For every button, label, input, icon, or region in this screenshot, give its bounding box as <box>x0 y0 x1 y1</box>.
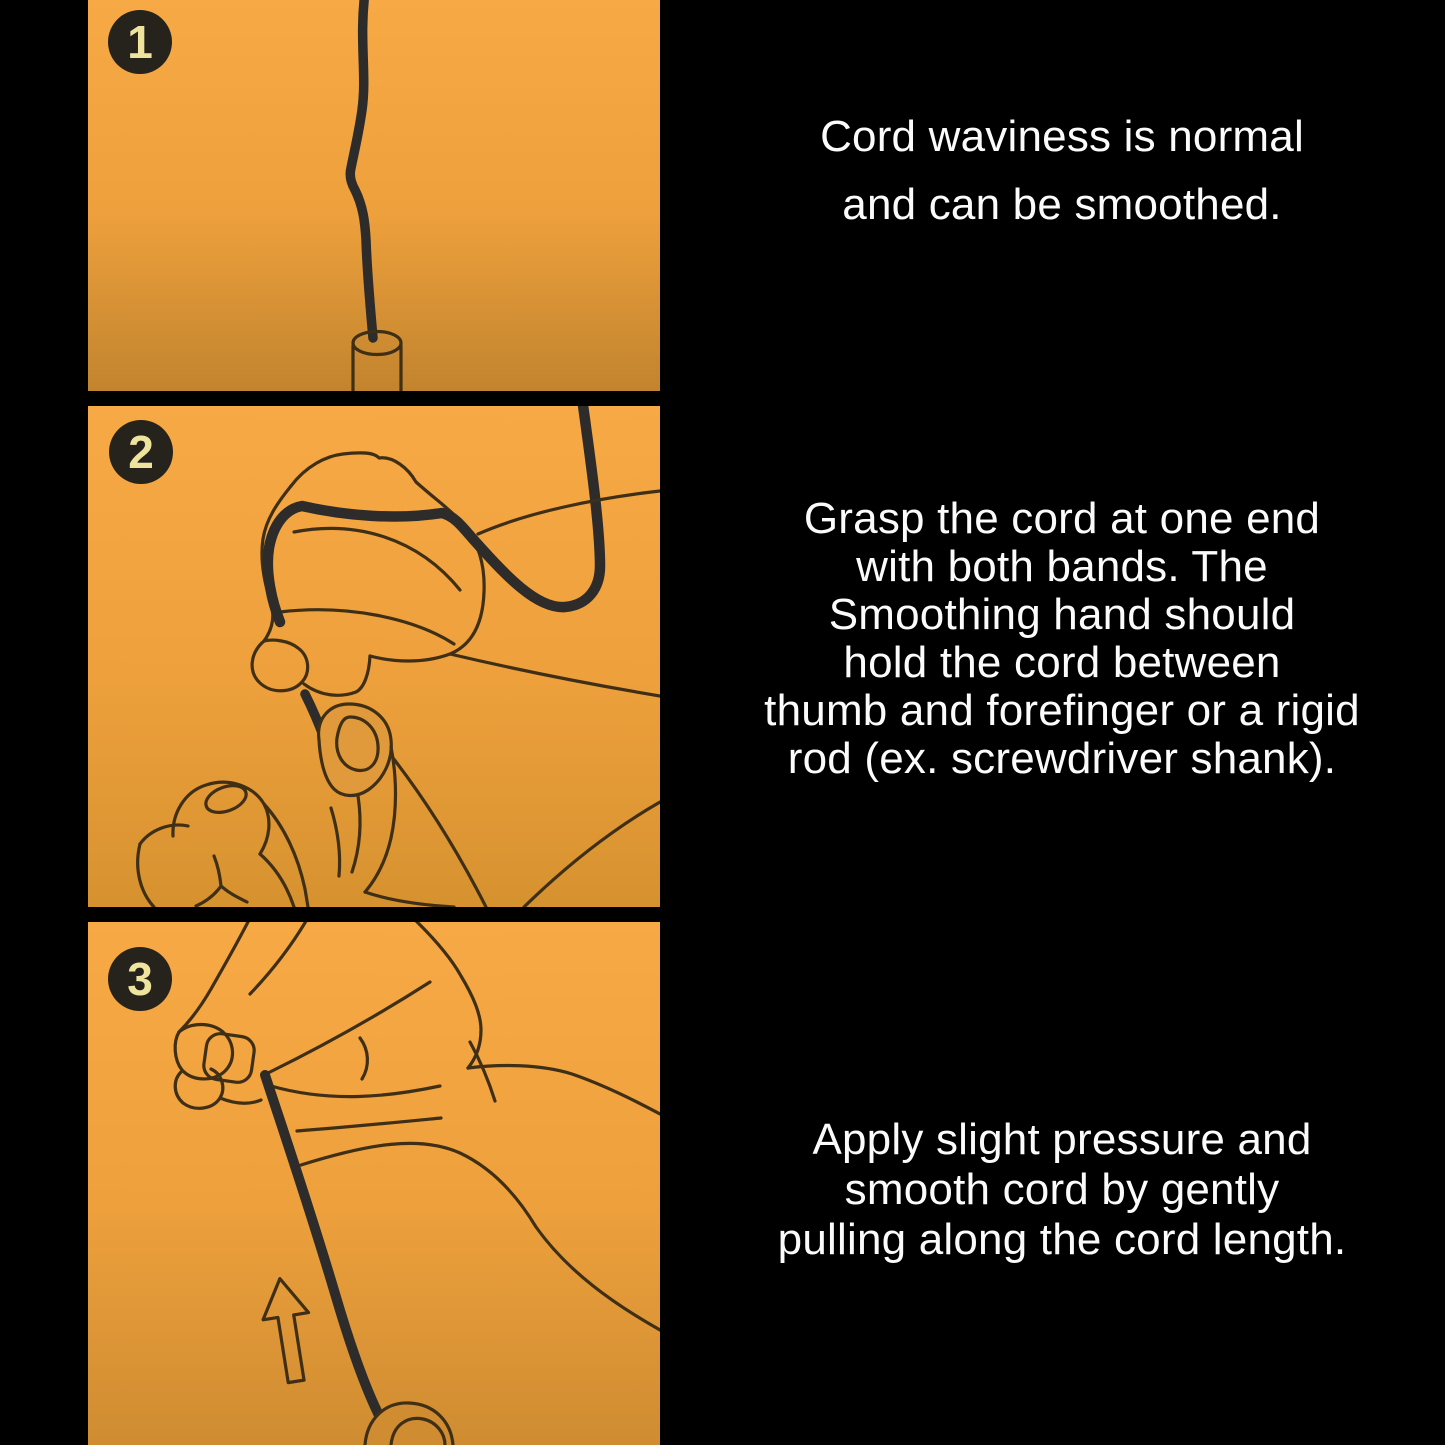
caption-step-3 <box>742 1115 1382 1265</box>
caption-line: pulling along the cord length. <box>777 1215 1347 1264</box>
caption-line: hold the cord between <box>843 638 1281 687</box>
caption-line: Smoothing hand should <box>828 590 1296 639</box>
badge-number: 2 <box>128 426 154 478</box>
caption-line: rod (ex. screwdriver shank). <box>787 734 1337 783</box>
illustration-step-2 <box>88 406 660 907</box>
panel-step-2 <box>88 406 660 907</box>
panel-background <box>88 922 660 1445</box>
panel-step-1 <box>88 0 660 391</box>
caption-line: with both bands. The <box>856 542 1268 591</box>
caption-line: Apply slight pressure and <box>812 1115 1312 1164</box>
step-badge-2 <box>109 420 173 484</box>
badge-number: 3 <box>127 953 153 1005</box>
step-badge-3 <box>108 947 172 1011</box>
caption-line: smooth cord by gently <box>844 1165 1280 1214</box>
caption-line: and can be smoothed. <box>842 180 1282 229</box>
illustration-step-1 <box>88 0 660 391</box>
illustration-step-3 <box>88 922 660 1445</box>
panel-step-3 <box>88 922 660 1445</box>
caption-line: Cord waviness is normal <box>820 112 1304 161</box>
badge-number: 1 <box>127 16 153 68</box>
caption-line: Grasp the cord at one end <box>803 494 1321 543</box>
caption-step-1 <box>742 103 1382 239</box>
step-badge-1 <box>108 10 172 74</box>
caption-line: thumb and forefinger or a rigid <box>764 686 1360 735</box>
caption-step-2 <box>742 495 1382 783</box>
